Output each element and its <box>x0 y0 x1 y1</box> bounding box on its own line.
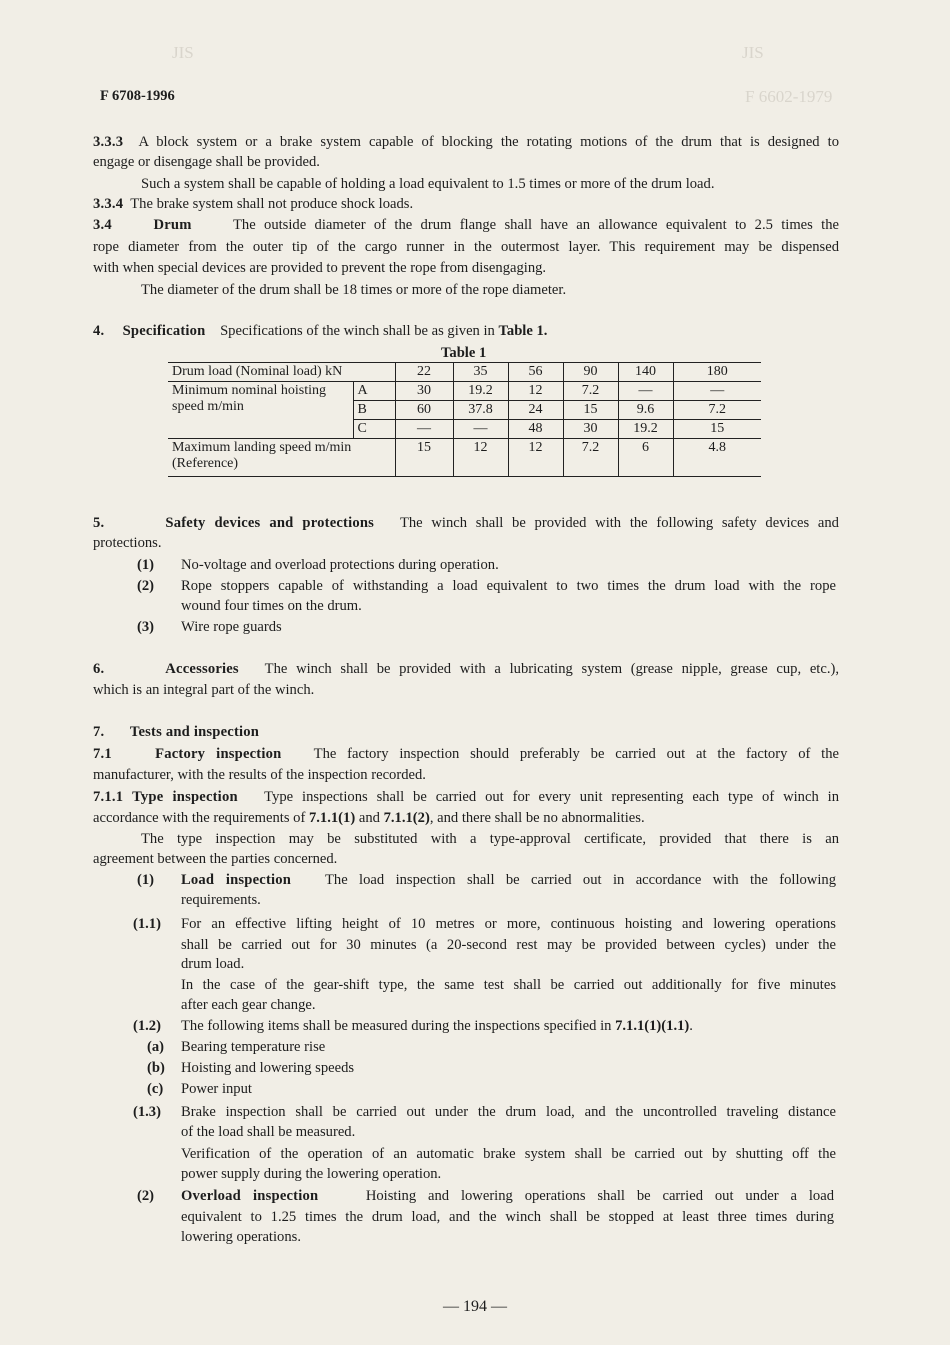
table-cell: 180 <box>673 363 761 382</box>
section-3-4-number: 3.4 <box>93 217 112 233</box>
item-1-2-text <box>181 1016 693 1037</box>
hoisting-speed-label <box>168 382 353 439</box>
item-1-3-line2: of the load shall be measured. <box>181 1124 356 1140</box>
load-inspection-title: Load inspection <box>181 872 292 888</box>
overload-inspection-line3: lowering operations. <box>181 1229 301 1245</box>
section-5-line1 <box>93 513 839 534</box>
landing-speed-label <box>168 439 395 477</box>
section-6-line1 <box>93 659 839 680</box>
section-6-text1: The winch shall be provided with a lubricating system (grease nipple, grease cup, etc.), <box>264 661 839 677</box>
item-1-1-line5: after each gear change. <box>181 997 316 1013</box>
section-7-1-line1 <box>93 744 839 765</box>
table-cell: — <box>673 382 761 401</box>
list-item-text: Hoisting and lowering speeds <box>181 1060 355 1076</box>
section-7 <box>93 722 839 743</box>
table-1-caption: Table 1 <box>441 345 487 361</box>
section-7-1-1-line3: The type inspection may be substituted with a type-approval certificate, provided that there is an <box>141 831 839 847</box>
list-item-text: Wire rope guards <box>181 619 282 635</box>
section-7-1-1-title: Type inspection <box>132 789 238 805</box>
table-row-drum-load <box>168 363 761 382</box>
section-7-1-1-line1 <box>93 787 839 808</box>
section-3-3-4-text: The brake system shall not produce shock loads. <box>130 196 414 212</box>
item-1-2-text-pre: The following items shall be measured during the inspections specified in <box>181 1018 612 1034</box>
table-cell: 22 <box>395 363 453 382</box>
table-cell: 7.2 <box>673 401 761 420</box>
load-inspection-text1: The load inspection shall be carried out in accordance with the following <box>324 872 836 888</box>
table-cell: — <box>618 382 673 401</box>
section-4-title: Specification <box>122 323 206 339</box>
table-row-landing-speed <box>168 439 761 477</box>
section-3-4-text1: The outside diameter of the drum flange shall have an allowance equivalent to 2.5 times the <box>233 217 839 233</box>
section-4-number: 4. <box>93 323 105 339</box>
overload-inspection-text1: Hoisting and lowering operations shall be carried out under a load <box>365 1188 834 1204</box>
item-1-3-line1: Brake inspection shall be carried out under the drum load, and the uncontrolled traveling distance <box>181 1104 836 1120</box>
table-cell: 12 <box>453 439 508 477</box>
table-cell: 37.8 <box>453 401 508 420</box>
section-7-1-1-number: 7.1.1 <box>93 789 124 805</box>
table-cell: 90 <box>563 363 618 382</box>
ghost-docno-right: F 6602-1979 <box>745 87 833 106</box>
list-number: (1.1) <box>133 916 161 932</box>
section-3-3-4-number: 3.3.4 <box>93 196 124 212</box>
overload-inspection-line1 <box>181 1186 834 1207</box>
section-3-4-line1 <box>93 215 839 236</box>
ghost-header-right: JIS <box>742 43 764 62</box>
load-inspection-line2: requirements. <box>181 892 261 908</box>
section-3-3-3-line3: Such a system shall be capable of holding a load equivalent to 1.5 times or more of the drum load. <box>141 176 715 192</box>
section-7-1-1-line2 <box>93 808 839 829</box>
section-7-title: Tests and inspection <box>129 724 260 740</box>
section-3-3-4 <box>93 194 839 215</box>
list-number: (3) <box>137 619 155 635</box>
section-6-line2: which is an integral part of the winch. <box>93 682 315 698</box>
table-cell: 24 <box>508 401 563 420</box>
hoisting-speed-label-line1: Minimum nominal hoisting <box>172 383 327 398</box>
section-3-3-3-number: 3.3.3 <box>93 134 124 150</box>
load-inspection-line1 <box>181 870 836 891</box>
list-number: (1) <box>137 872 155 888</box>
table-cell: 56 <box>508 363 563 382</box>
section-5-line2: protections. <box>93 535 162 551</box>
section-5-title: Safety devices and protections <box>165 515 375 531</box>
section-7-1-text1: The factory inspection should preferably be carried out at the factory of the <box>313 746 839 762</box>
hoisting-speed-label-line2: speed m/min <box>172 399 244 414</box>
table-cell: — <box>453 420 508 439</box>
table-cell: 15 <box>563 401 618 420</box>
table-cell: 30 <box>395 382 453 401</box>
section-7-1-1-text2-mid: and <box>358 810 380 826</box>
section-7-1-number: 7.1 <box>93 746 112 762</box>
section-7-1-line2: manufacturer, with the results of the inspection recorded. <box>93 767 426 783</box>
section-3-4-line2: rope diameter from the outer tip of the cargo runner in the outermost layer. This requirement may be dispensed <box>93 239 839 255</box>
list-number: (1.2) <box>133 1018 161 1034</box>
specification-table <box>168 362 761 477</box>
section-3-4-line3: with when special devices are provided to prevent the rope from disengaging. <box>93 260 547 276</box>
table-cell: 12 <box>508 382 563 401</box>
overload-inspection-title: Overload inspection <box>181 1188 319 1204</box>
item-1-3-line4: power supply during the lowering operation. <box>181 1166 442 1182</box>
item-1-1-line3: drum load. <box>181 956 245 972</box>
row-key: A <box>353 382 395 401</box>
section-3-4-title: Drum <box>153 217 192 233</box>
reference-7-1-1-2: 7.1.1(2) <box>383 810 430 826</box>
table-cell: 7.2 <box>563 439 618 477</box>
list-item-text-cont: wound four times on the drum. <box>181 598 362 614</box>
section-7-1-1-text2-post: , and there shall be no abnormalities. <box>429 810 645 826</box>
table-cell: 48 <box>508 420 563 439</box>
table-cell: 4.8 <box>673 439 761 477</box>
table-cell: 12 <box>508 439 563 477</box>
list-number: (1.3) <box>133 1104 161 1120</box>
section-7-1-title: Factory inspection <box>155 746 282 762</box>
section-3-3-3-line1 <box>93 132 839 153</box>
table-cell: 35 <box>453 363 508 382</box>
item-1-1-line2: shall be carried out for 30 minutes (a 20-second rest may be provided between cycles) under the <box>181 937 836 953</box>
table-cell: 7.2 <box>563 382 618 401</box>
section-4 <box>93 321 839 342</box>
section-3-3-3-text1: A block system or a brake system capable of blocking the rotating motions of the drum that is designed to <box>138 134 839 150</box>
table-cell: 19.2 <box>618 420 673 439</box>
list-item-text: Bearing temperature rise <box>181 1039 326 1055</box>
section-7-1-1-line4: agreement between the parties concerned. <box>93 851 338 867</box>
table-cell: 15 <box>673 420 761 439</box>
row-key: B <box>353 401 395 420</box>
item-1-2-text-post: . <box>689 1018 693 1034</box>
drum-load-label: Drum load (Nominal load) kN <box>168 363 395 382</box>
reference-7-1-1-1: 7.1.1(1) <box>308 810 356 826</box>
table-cell: 140 <box>618 363 673 382</box>
list-number: (c) <box>147 1081 164 1097</box>
section-3-3-3-line2: engage or disengage shall be provided. <box>93 154 320 170</box>
list-number: (2) <box>137 1188 155 1204</box>
list-number: (a) <box>147 1039 165 1055</box>
item-1-1-line1: For an effective lifting height of 10 metres or more, continuous hoisting and lowering operations <box>181 916 836 932</box>
list-number: (2) <box>137 578 155 594</box>
item-1-1-line4: In the case of the gear-shift type, the same test shall be carried out additionally for five minutes <box>181 977 836 993</box>
section-5-text1: The winch shall be provided with the following safety devices and <box>399 515 839 531</box>
overload-inspection-line2: equivalent to 1.25 times the drum load, and the winch shall be stopped at least three times during <box>181 1209 834 1225</box>
table-cell: 6 <box>618 439 673 477</box>
document-number: F 6708-1996 <box>100 88 175 104</box>
section-7-1-1-text1: Type inspections shall be carried out for every unit representing each type of winch in <box>264 789 839 805</box>
table-cell: 60 <box>395 401 453 420</box>
landing-speed-label-line1: Maximum landing speed m/min <box>172 440 352 455</box>
table-1-reference: Table 1. <box>498 323 548 339</box>
reference-7-1-1-1-1-1: 7.1.1(1)(1.1) <box>615 1018 690 1034</box>
list-number: (b) <box>147 1060 165 1076</box>
table-cell: — <box>395 420 453 439</box>
list-number: (1) <box>137 557 155 573</box>
ghost-header-left: JIS <box>172 43 194 62</box>
table-cell: 15 <box>395 439 453 477</box>
section-5-number: 5. <box>93 515 105 531</box>
table-cell: 9.6 <box>618 401 673 420</box>
table-cell: 30 <box>563 420 618 439</box>
table-row-hoist-a <box>168 382 761 401</box>
page-number: — 194 — <box>443 1298 507 1315</box>
item-1-3-line3: Verification of the operation of an automatic brake system shall be carried out by shutting off the <box>181 1146 836 1162</box>
section-6-title: Accessories <box>165 661 239 677</box>
list-item-text: No-voltage and overload protections during operation. <box>181 557 499 573</box>
section-4-text: Specifications of the winch shall be as given in <box>220 323 495 339</box>
row-key: C <box>353 420 395 439</box>
table-cell: 19.2 <box>453 382 508 401</box>
section-7-1-1-text2-pre: accordance with the requirements of <box>93 810 306 826</box>
section-7-number: 7. <box>93 724 105 740</box>
landing-speed-label-line2: (Reference) <box>172 456 239 471</box>
section-6-number: 6. <box>93 661 105 677</box>
list-item-text: Power input <box>181 1081 252 1097</box>
section-3-4-line4: The diameter of the drum shall be 18 times or more of the rope diameter. <box>141 282 567 298</box>
list-item-text: Rope stoppers capable of withstanding a load equivalent to two times the drum load with the rope <box>181 578 836 594</box>
